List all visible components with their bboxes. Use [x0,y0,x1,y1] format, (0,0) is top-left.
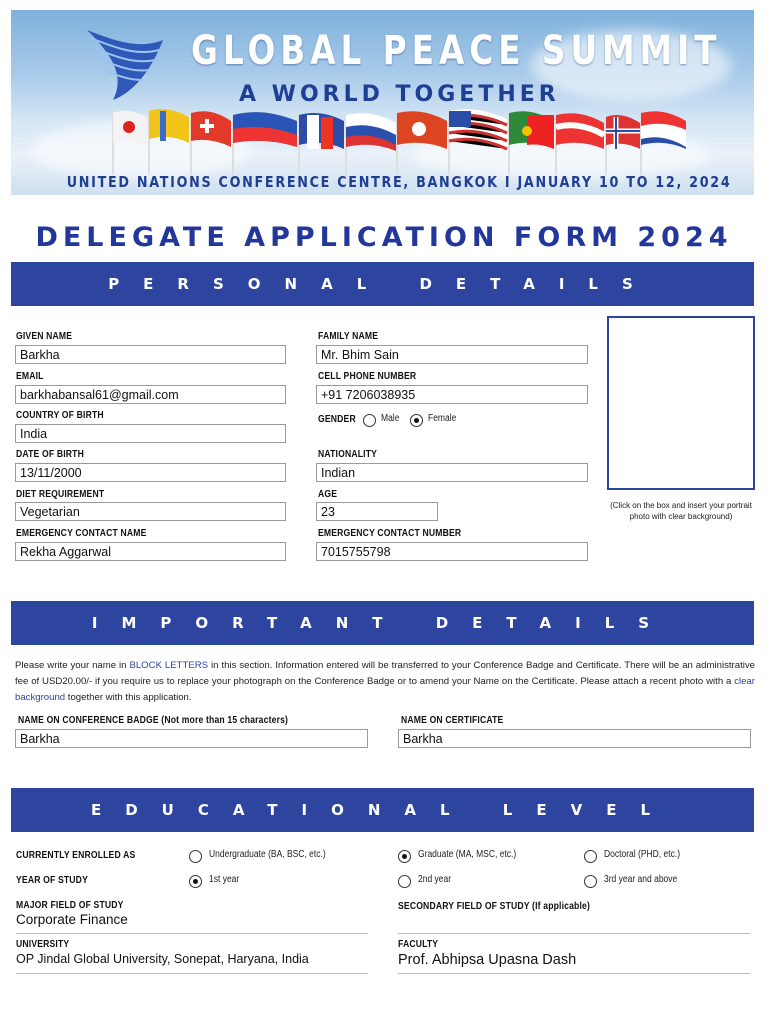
emergency-name-label: EMERGENCY CONTACT NAME [16,527,147,539]
enrolled-doctoral-option: Doctoral (PHD, etc.) [604,849,681,860]
flags-illustration [101,105,691,175]
year-2nd-option: 2nd year [418,874,452,885]
family-name-label: FAMILY NAME [318,330,379,342]
dove-logo-icon [83,20,171,108]
year-of-study-label: YEAR OF STUDY [16,874,88,886]
major-field-input[interactable]: Corporate Finance [16,912,368,934]
age-field[interactable]: 23 [316,502,438,521]
cell-phone-label: CELL PHONE NUMBER [318,370,417,382]
banner-subtitle: A WORLD TOGETHER [239,82,560,107]
age-label: AGE [318,488,338,500]
email-label: EMAIL [16,370,44,382]
diet-field[interactable]: Vegetarian [15,502,286,521]
gender-male-option: Male [381,413,400,424]
badge-name-field[interactable]: Barkha [15,729,368,748]
diet-label: DIET REQUIREMENT [16,488,105,500]
year-3rd-option: 3rd year and above [604,874,678,885]
important-instructions: Please write your name in BLOCK LETTERS in this section. Information entered will be transferred to your Conference Badge and Certificate. There will be an administrative fee of USD20.00/- if you require us to replace your photograph on the Conference Badge or to amend your Name on the Certificate. Please attach a recent photo with a clear background together with this application. [15,660,755,703]
country-of-birth-field[interactable]: India [15,424,286,443]
section-personal-details: PERSONAL DETAILS [11,262,754,306]
portrait-photo-box[interactable] [607,316,755,490]
section-important-details: IMPORTANT DETAILS [11,601,754,645]
enrolled-undergraduate-option: Undergraduate (BA, BSC, etc.) [209,849,326,860]
cell-phone-field[interactable]: +91 7206038935 [316,385,588,404]
email-field[interactable]: barkhabansal61@gmail.com [15,385,286,404]
nationality-field[interactable]: Indian [316,463,588,482]
gender-female-radio[interactable] [410,414,423,427]
certificate-name-label: NAME ON CERTIFICATE [401,714,504,726]
year-3rd-radio[interactable] [584,875,597,888]
banner-location: UNITED NATIONS CONFERENCE CENTRE, BANGKOK I JANUARY 10 TO 12, 2024 [66,173,732,191]
banner-title: GLOBAL PEACE SUMMIT [191,28,722,74]
secondary-field-label: SECONDARY FIELD OF STUDY (If applicable) [398,900,591,912]
gender-label: GENDER [318,413,356,425]
enrolled-graduate-option: Graduate (MA, MSC, etc.) [418,849,517,860]
section-educational-level: EDUCATIONAL LEVEL [11,788,754,832]
badge-name-label: NAME ON CONFERENCE BADGE (Not more than 15 characters) [18,714,289,726]
country-of-birth-label: COUNTRY OF BIRTH [16,409,104,421]
header-banner [11,10,754,195]
given-name-field[interactable]: Barkha [15,345,286,364]
university-label: UNIVERSITY [16,938,70,950]
emergency-name-field[interactable]: Rekha Aggarwal [15,542,286,561]
photo-instruction: (Click on the box and insert your portrait photo with clear background) [610,501,752,521]
gender-female-option: Female [428,413,457,424]
given-name-label: GIVEN NAME [16,330,73,342]
date-of-birth-field[interactable]: 13/11/2000 [15,463,286,482]
date-of-birth-label: DATE OF BIRTH [16,448,84,460]
secondary-field-input[interactable] [398,912,750,934]
nationality-label: NATIONALITY [318,448,378,460]
currently-enrolled-label: CURRENTLY ENROLLED AS [16,849,136,861]
family-name-field[interactable]: Mr. Bhim Sain [316,345,588,364]
faculty-input[interactable]: Prof. Abhipsa Upasna Dash [398,952,750,974]
year-1st-radio[interactable] [189,875,202,888]
major-field-label: MAJOR FIELD OF STUDY [16,899,124,911]
enrolled-graduate-radio[interactable] [398,850,411,863]
emergency-number-label: EMERGENCY CONTACT NUMBER [318,527,462,539]
enrolled-doctoral-radio[interactable] [584,850,597,863]
gender-male-radio[interactable] [363,414,376,427]
certificate-name-field[interactable]: Barkha [398,729,751,748]
emergency-number-field[interactable]: 7015755798 [316,542,588,561]
university-input[interactable]: OP Jindal Global University, Sonepat, Haryana, India [16,952,368,974]
enrolled-undergraduate-radio[interactable] [189,850,202,863]
faculty-label: FACULTY [398,938,439,950]
form-title: DELEGATE APPLICATION FORM 2024 [35,222,733,253]
year-1st-option: 1st year [209,874,240,885]
year-2nd-radio[interactable] [398,875,411,888]
